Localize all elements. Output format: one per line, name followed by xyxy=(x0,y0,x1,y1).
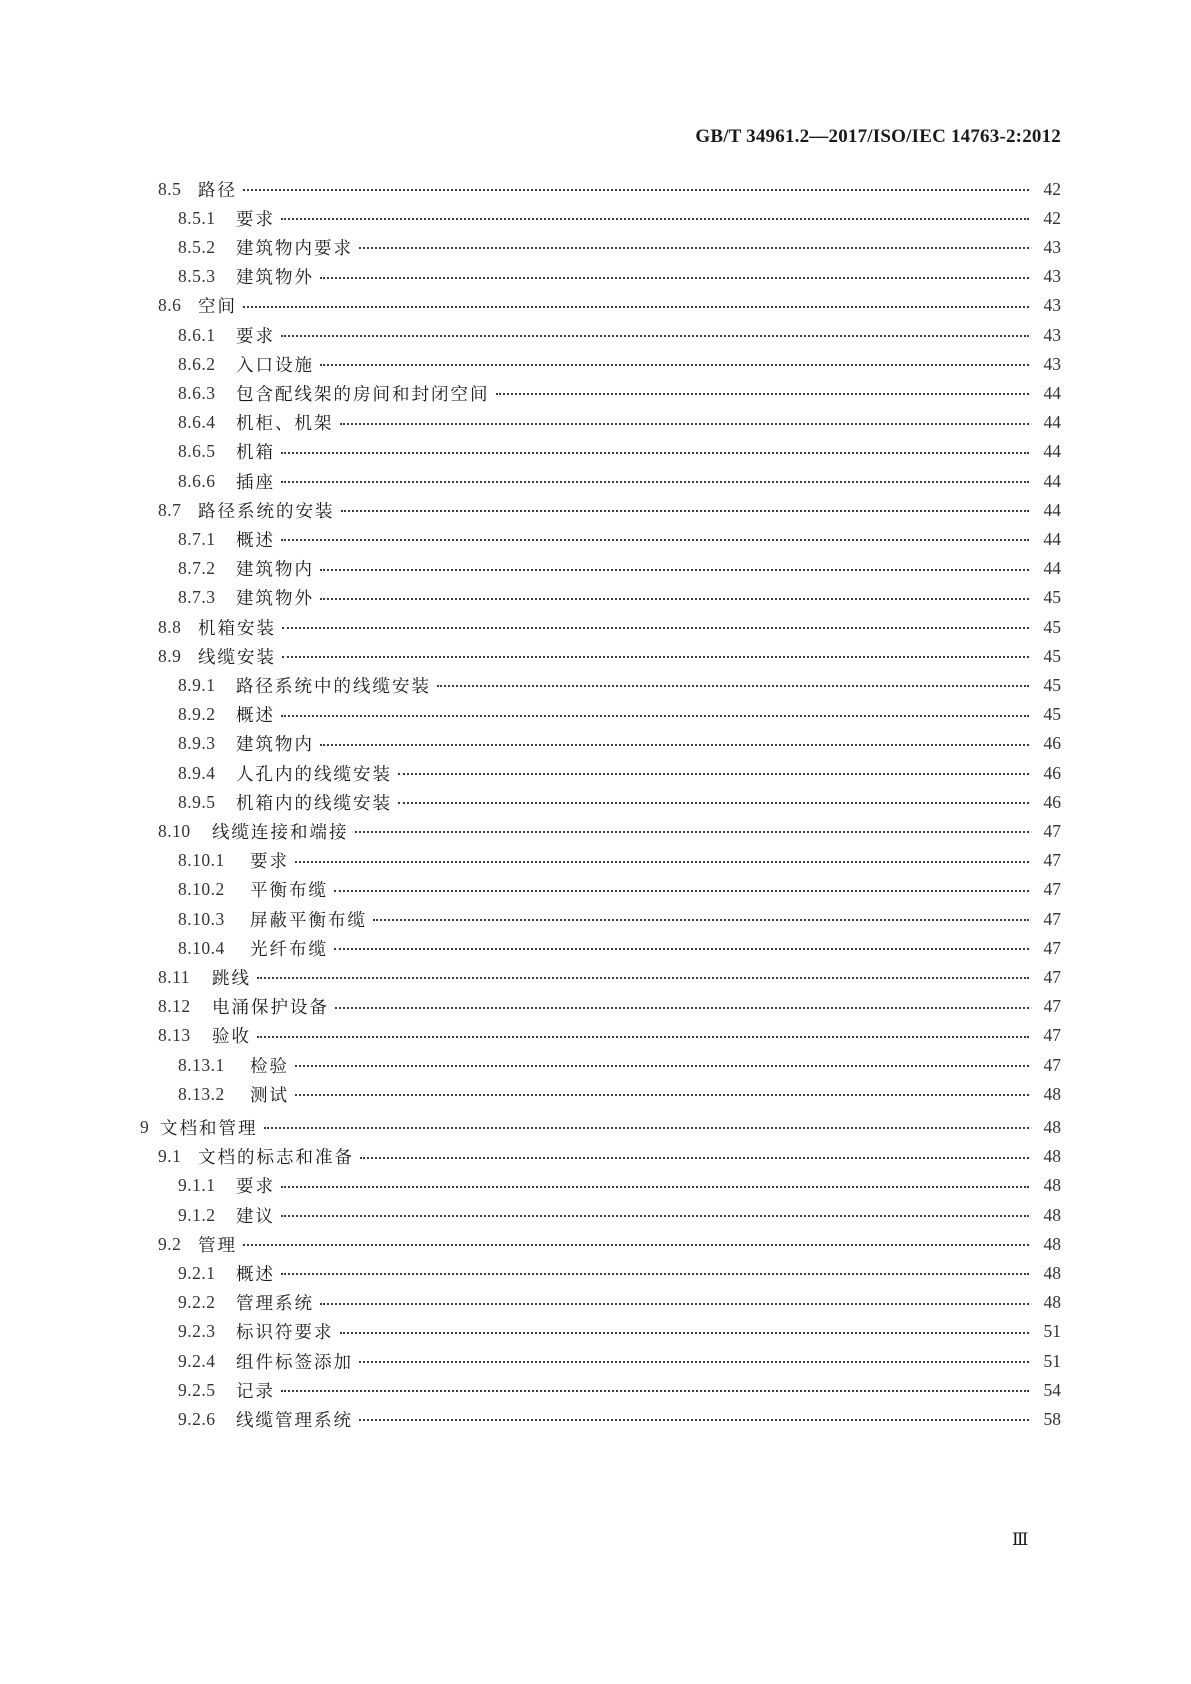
toc-entry-number: 8.7.1 xyxy=(178,528,216,549)
toc-entry-page: 44 xyxy=(1043,528,1061,549)
toc-dot-leader xyxy=(359,234,1029,260)
toc-entry-title: 线缆连接和端接 xyxy=(212,822,349,843)
toc-entry-title: 跳线 xyxy=(212,968,251,989)
toc-entry-title: 管理系统 xyxy=(236,1294,314,1315)
toc-entry[interactable] xyxy=(158,293,1061,319)
toc-dot-leader xyxy=(334,935,1029,961)
toc-entry-number: 8.6.6 xyxy=(178,470,216,491)
toc-entry-page: 48 xyxy=(1043,1292,1061,1313)
toc-entry-number: 9 xyxy=(140,1116,150,1137)
toc-entry-number: 8.9 xyxy=(158,645,182,666)
toc-entry-title: 验收 xyxy=(212,1027,251,1048)
toc-entry-title: 空间 xyxy=(198,297,237,318)
toc-entry-page: 43 xyxy=(1043,295,1061,316)
toc-entry-number: 8.10 xyxy=(158,820,191,841)
toc-entry-page: 45 xyxy=(1043,645,1061,666)
toc-entry-page: 47 xyxy=(1043,966,1061,987)
toc-entry-page: 45 xyxy=(1043,674,1061,695)
toc-entry-number: 9.2.1 xyxy=(178,1262,216,1283)
toc-entry[interactable] xyxy=(178,351,1061,377)
toc-dot-leader xyxy=(355,818,1030,844)
toc-entry[interactable] xyxy=(178,1052,1061,1078)
toc-entry-page: 47 xyxy=(1043,937,1061,958)
toc-entry[interactable] xyxy=(158,818,1061,844)
toc-entry[interactable] xyxy=(178,234,1061,260)
toc-entry-number: 8.11 xyxy=(158,966,190,987)
toc-entry-page: 45 xyxy=(1043,587,1061,608)
toc-entry-title: 光纤布缆 xyxy=(250,939,328,960)
toc-entry[interactable] xyxy=(178,789,1061,815)
toc-entry-title: 平衡布缆 xyxy=(250,881,328,902)
toc-entry-page: 47 xyxy=(1043,1025,1061,1046)
document-header xyxy=(695,126,1061,148)
toc-entry-page: 44 xyxy=(1043,412,1061,433)
toc-entry-page: 48 xyxy=(1043,1175,1061,1196)
toc-dot-leader xyxy=(281,322,1029,348)
toc-entry-title: 标识符要求 xyxy=(236,1323,334,1344)
toc-entry-page: 46 xyxy=(1043,762,1061,783)
toc-dot-leader xyxy=(243,1231,1029,1257)
toc-entry-page: 58 xyxy=(1043,1408,1061,1429)
toc-entry[interactable] xyxy=(158,614,1061,640)
toc-entry-number: 8.7 xyxy=(158,499,182,520)
toc-entry[interactable] xyxy=(178,731,1061,757)
toc-dot-leader xyxy=(282,643,1029,669)
toc-dot-leader xyxy=(282,614,1029,640)
toc-entry[interactable] xyxy=(158,994,1061,1020)
toc-entry-number: 8.8 xyxy=(158,616,182,637)
toc-entry-number: 9.2.4 xyxy=(178,1350,216,1371)
toc-entry-title: 建议 xyxy=(236,1206,275,1227)
toc-entry-title: 机柜、机架 xyxy=(236,414,334,435)
toc-entry-title: 概述 xyxy=(236,1264,275,1285)
toc-dot-leader xyxy=(340,1319,1030,1345)
toc-entry-number: 8.5 xyxy=(158,178,182,199)
toc-entry[interactable] xyxy=(178,1202,1061,1228)
toc-dot-leader xyxy=(243,293,1029,319)
toc-dot-leader xyxy=(437,672,1029,698)
toc-entry-number: 8.5.2 xyxy=(178,236,216,257)
toc-entry[interactable] xyxy=(178,380,1061,406)
toc-entry-number: 9.2.5 xyxy=(178,1379,216,1400)
toc-entry-title: 文档的标志和准备 xyxy=(198,1148,354,1169)
toc-dot-leader xyxy=(320,585,1029,611)
toc-dot-leader xyxy=(320,556,1029,582)
toc-entry-page: 44 xyxy=(1043,499,1061,520)
toc-entry[interactable] xyxy=(178,1081,1061,1107)
toc-entry-title: 屏蔽平衡布缆 xyxy=(250,910,367,931)
toc-dot-leader xyxy=(335,994,1029,1020)
toc-entry[interactable] xyxy=(178,1348,1061,1374)
toc-entry-title: 概述 xyxy=(236,530,275,551)
toc-entry-title: 路径系统中的线缆安装 xyxy=(236,676,431,697)
toc-dot-leader xyxy=(320,731,1029,757)
toc-entry-page: 47 xyxy=(1043,996,1061,1017)
toc-entry[interactable] xyxy=(178,906,1061,932)
toc-entry-number: 9.1.1 xyxy=(178,1175,216,1196)
toc-entry[interactable] xyxy=(178,760,1061,786)
toc-entry-number: 9.2.2 xyxy=(178,1292,216,1313)
toc-entry-number: 8.10.4 xyxy=(178,937,225,958)
toc-dot-leader xyxy=(281,439,1029,465)
toc-entry-title: 建筑物内 xyxy=(236,735,314,756)
toc-entry-page: 43 xyxy=(1043,324,1061,345)
toc-entry[interactable] xyxy=(158,1144,1061,1170)
toc-entry[interactable] xyxy=(178,468,1061,494)
toc-entry-page: 44 xyxy=(1043,441,1061,462)
toc-entry-title: 建筑物外 xyxy=(236,268,314,289)
toc-entry-number: 8.9.3 xyxy=(178,733,216,754)
toc-entry-title: 机箱内的线缆安装 xyxy=(236,793,392,814)
toc-entry-number: 9.2.6 xyxy=(178,1408,216,1429)
toc-entry-number: 8.12 xyxy=(158,996,191,1017)
toc-entry-number: 9.1.2 xyxy=(178,1204,216,1225)
toc-entry-number: 8.6.5 xyxy=(178,441,216,462)
toc-entry[interactable] xyxy=(178,1319,1061,1345)
toc-dot-leader xyxy=(359,1406,1029,1432)
toc-entry-page: 42 xyxy=(1043,178,1061,199)
toc-entry[interactable] xyxy=(158,643,1061,669)
toc-entry-number: 8.13.1 xyxy=(178,1054,225,1075)
toc-entry-number: 8.5.3 xyxy=(178,266,216,287)
toc-entry-title: 要求 xyxy=(250,852,289,873)
toc-entry-number: 8.9.1 xyxy=(178,674,216,695)
toc-entry[interactable] xyxy=(178,526,1061,552)
toc-entry-title: 检验 xyxy=(250,1056,289,1077)
toc-entry[interactable] xyxy=(178,877,1061,903)
toc-entry-title: 路径系统的安装 xyxy=(198,501,335,522)
toc-dot-leader xyxy=(496,380,1030,406)
toc-entry-title: 要求 xyxy=(236,209,275,230)
toc-entry[interactable] xyxy=(178,1173,1061,1199)
standard-code: GB/T 34961.2—2017/ISO/IEC 14763-2:2012 xyxy=(695,126,1061,147)
toc-entry-page: 51 xyxy=(1043,1321,1061,1342)
toc-entry-number: 8.5.1 xyxy=(178,207,216,228)
toc-entry-page: 47 xyxy=(1043,850,1061,871)
toc-entry-title: 文档和管理 xyxy=(160,1118,258,1139)
toc-entry-title: 人孔内的线缆安装 xyxy=(236,764,392,785)
toc-entry-page: 47 xyxy=(1043,1054,1061,1075)
toc-dot-leader xyxy=(295,1081,1029,1107)
toc-entry-title: 要求 xyxy=(236,326,275,347)
toc-entry[interactable] xyxy=(178,935,1061,961)
toc-dot-leader xyxy=(264,1114,1030,1140)
toc-dot-leader xyxy=(320,264,1029,290)
page-number: Ⅲ xyxy=(1012,1530,1028,1549)
toc-entry[interactable] xyxy=(178,1290,1061,1316)
toc-entry-number: 8.7.2 xyxy=(178,558,216,579)
toc-entry-number: 8.10.3 xyxy=(178,908,225,929)
toc-entry[interactable] xyxy=(178,702,1061,728)
toc-entry-title: 建筑物外 xyxy=(236,589,314,610)
toc-entry[interactable] xyxy=(178,322,1061,348)
toc-entry-title: 要求 xyxy=(236,1177,275,1198)
toc-entry-page: 51 xyxy=(1043,1350,1061,1371)
toc-entry[interactable] xyxy=(158,1023,1061,1049)
toc-entry-title: 电涌保护设备 xyxy=(212,998,329,1019)
toc-entry-title: 测试 xyxy=(250,1085,289,1106)
toc-dot-leader xyxy=(243,176,1029,202)
toc-entry-page: 44 xyxy=(1043,382,1061,403)
toc-dot-leader xyxy=(281,526,1029,552)
toc-entry[interactable] xyxy=(178,1260,1061,1286)
toc-dot-leader xyxy=(360,1144,1029,1170)
toc-dot-leader xyxy=(398,760,1029,786)
toc-dot-leader xyxy=(341,497,1030,523)
toc-dot-leader xyxy=(340,410,1030,436)
toc-entry-page: 44 xyxy=(1043,470,1061,491)
toc-entry-page: 43 xyxy=(1043,266,1061,287)
toc-entry-number: 8.9.5 xyxy=(178,791,216,812)
toc-entry[interactable] xyxy=(178,672,1061,698)
toc-entry-title: 线缆管理系统 xyxy=(236,1410,353,1431)
toc-entry-title: 包含配线架的房间和封闭空间 xyxy=(236,384,490,405)
toc-entry[interactable] xyxy=(178,205,1061,231)
toc-entry-number: 8.6.1 xyxy=(178,324,216,345)
toc-entry-page: 46 xyxy=(1043,791,1061,812)
toc-entry-page: 47 xyxy=(1043,820,1061,841)
toc-entry-page: 48 xyxy=(1043,1146,1061,1167)
toc-dot-leader xyxy=(295,1052,1029,1078)
toc-entry-title: 建筑物内要求 xyxy=(236,238,353,259)
toc-dot-leader xyxy=(281,1202,1029,1228)
toc-entry-title: 线缆安装 xyxy=(198,647,276,668)
toc-entry-number: 8.13.2 xyxy=(178,1083,225,1104)
toc-entry[interactable] xyxy=(178,556,1061,582)
toc-dot-leader xyxy=(281,205,1029,231)
toc-entry-page: 45 xyxy=(1043,616,1061,637)
toc-entry-page: 45 xyxy=(1043,704,1061,725)
toc-entry-title: 机箱 xyxy=(236,443,275,464)
toc-dot-leader xyxy=(281,1173,1029,1199)
toc-entry-number: 9.1 xyxy=(158,1146,182,1167)
toc-entry-page: 44 xyxy=(1043,558,1061,579)
toc-dot-leader xyxy=(320,351,1029,377)
toc-entry-number: 8.7.3 xyxy=(178,587,216,608)
toc-entry-page: 48 xyxy=(1043,1262,1061,1283)
toc-entry-title: 入口设施 xyxy=(236,355,314,376)
toc-dot-leader xyxy=(281,1377,1029,1403)
toc-dot-leader xyxy=(373,906,1029,932)
toc-entry-title: 记录 xyxy=(236,1381,275,1402)
toc-entry-number: 8.6.3 xyxy=(178,382,216,403)
toc-entry[interactable] xyxy=(178,264,1061,290)
toc-entry-number: 8.6 xyxy=(158,295,182,316)
toc-entry[interactable] xyxy=(158,176,1061,202)
toc-dot-leader xyxy=(359,1348,1029,1374)
toc-entry-title: 概述 xyxy=(236,706,275,727)
toc-entry[interactable] xyxy=(178,439,1061,465)
toc-entry-page: 54 xyxy=(1043,1379,1061,1400)
toc-entry[interactable] xyxy=(178,410,1061,436)
toc-entry-page: 46 xyxy=(1043,733,1061,754)
toc-entry-title: 管理 xyxy=(198,1235,237,1256)
toc-entry-number: 8.10.1 xyxy=(178,850,225,871)
toc-entry-page: 43 xyxy=(1043,236,1061,257)
toc-entry-number: 9.2.3 xyxy=(178,1321,216,1342)
toc-entry-title: 组件标签添加 xyxy=(236,1352,353,1373)
toc-entry-number: 8.9.4 xyxy=(178,762,216,783)
toc-dot-leader xyxy=(295,848,1029,874)
toc-dot-leader xyxy=(281,1260,1029,1286)
toc-entry[interactable] xyxy=(158,1231,1061,1257)
toc-entry-title: 路径 xyxy=(198,180,237,201)
toc-dot-leader xyxy=(398,789,1029,815)
toc-entry-number: 8.9.2 xyxy=(178,704,216,725)
toc-entry-page: 48 xyxy=(1043,1233,1061,1254)
toc-entry-number: 9.2 xyxy=(158,1233,182,1254)
toc-dot-leader xyxy=(281,468,1029,494)
toc-entry-page: 48 xyxy=(1043,1116,1061,1137)
toc-entry-number: 8.6.2 xyxy=(178,353,216,374)
toc-dot-leader xyxy=(281,702,1029,728)
toc-entry-title: 建筑物内 xyxy=(236,560,314,581)
toc-entry-number: 8.13 xyxy=(158,1025,191,1046)
toc-entry-number: 8.10.2 xyxy=(178,879,225,900)
toc-entry-page: 47 xyxy=(1043,879,1061,900)
toc-entry-page: 43 xyxy=(1043,353,1061,374)
toc-entry[interactable] xyxy=(158,497,1061,523)
toc-entry[interactable] xyxy=(178,848,1061,874)
toc-entry[interactable] xyxy=(158,964,1061,990)
toc-dot-leader xyxy=(257,1023,1029,1049)
toc-entry[interactable] xyxy=(178,585,1061,611)
toc-dot-leader xyxy=(334,877,1029,903)
toc-entry-page: 48 xyxy=(1043,1083,1061,1104)
toc-entry[interactable] xyxy=(178,1377,1061,1403)
toc-entry-number: 8.6.4 xyxy=(178,412,216,433)
toc-entry-page: 47 xyxy=(1043,908,1061,929)
toc-entry-title: 机箱安装 xyxy=(198,618,276,639)
toc-dot-leader xyxy=(257,964,1029,990)
toc-entry[interactable] xyxy=(178,1406,1061,1432)
toc-entry-page: 42 xyxy=(1043,207,1061,228)
toc-entry-title: 插座 xyxy=(236,472,275,493)
toc-dot-leader xyxy=(320,1290,1029,1316)
toc-entry[interactable] xyxy=(140,1114,1061,1140)
toc-entry-page: 48 xyxy=(1043,1204,1061,1225)
